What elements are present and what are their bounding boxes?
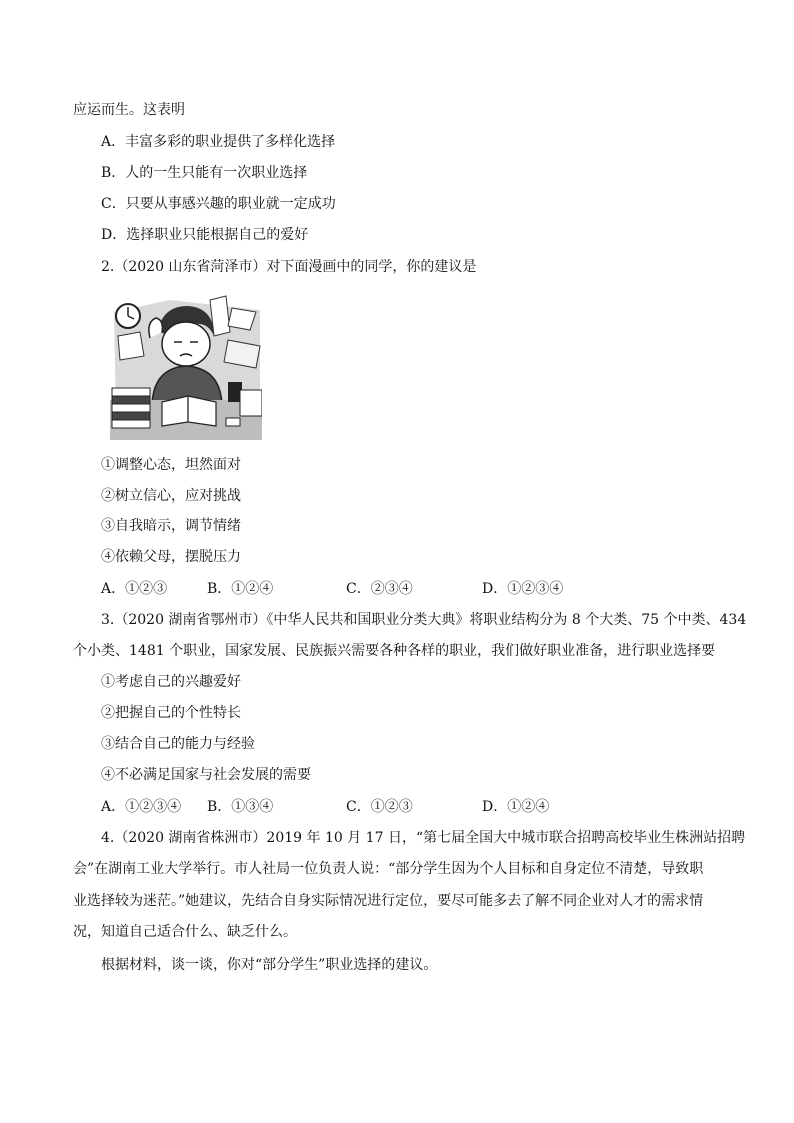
- q2-item-4: ④依赖父母，摆脱压力: [101, 549, 241, 565]
- q2-choice-b: B．①②④: [207, 581, 274, 597]
- q3-stem-line-2: 个小类、1481 个职业，国家发展、民族振兴需要各种各样的职业，我们做好职业准备，进行职业选择要: [73, 643, 716, 659]
- q4-line-4: 况，知道自己适合什么、缺乏什么。: [73, 924, 297, 940]
- q2-item-1: ①调整心态，坦然面对: [101, 457, 241, 473]
- q3-item-2: ②把握自己的个性特长: [101, 705, 241, 721]
- q1-option-b: B．人的一生只能有一次职业选择: [101, 165, 308, 181]
- q2-choice-d: D．①②③④: [482, 581, 564, 597]
- q2-stem: 2.（2020 山东省菏泽市）对下面漫画中的同学，你的建议是: [101, 259, 477, 275]
- q2-choices: [101, 580, 661, 598]
- q1-stem-tail: 应运而生。这表明: [73, 102, 185, 118]
- q4-line-1: 4.（2020 湖南省株洲市）2019 年 10 月 17 日，“第七届全国大中城市联合招聘高校毕业生株洲站招聘: [101, 830, 746, 846]
- q1-option-d: D．选择职业只能根据自己的爱好: [101, 227, 309, 243]
- q2-item-2: ②树立信心，应对挑战: [101, 488, 241, 504]
- q4-question: 根据材料，谈一谈，你对“部分学生”职业选择的建议。: [101, 957, 438, 973]
- q4-line-2: 会”在湖南工业大学举行。市人社局一位负责人说：“部分学生因为个人目标和自身定位不清楚，导致职: [73, 861, 704, 877]
- cartoon-stressed-student-image: [110, 292, 262, 440]
- q3-stem-line-1: 3.（2020 湖南省鄂州市）《中华人民共和国职业分类大典》将职业结构分为 8 个大类、75 个中类、434: [101, 612, 747, 628]
- q2-choice-c: C．②③④: [346, 581, 413, 597]
- q1-option-c: C．只要从事感兴趣的职业就一定成功: [101, 196, 336, 212]
- q2-choice-a: A．①②③: [101, 581, 168, 597]
- q1-option-a: A．丰富多彩的职业提供了多样化选择: [101, 134, 336, 150]
- q4-line-3: 业选择较为迷茫。”她建议，先结合自身实际情况进行定位，要尽可能多去了解不同企业对人才的需求情: [73, 893, 704, 909]
- q3-choice-b: B．①③④: [207, 799, 274, 815]
- q3-item-4: ④不必满足国家与社会发展的需要: [101, 767, 311, 783]
- q2-item-3: ③自我暗示，调节情绪: [101, 518, 241, 534]
- q3-item-3: ③结合自己的能力与经验: [101, 736, 255, 752]
- q3-choice-a: A．①②③④: [101, 799, 182, 815]
- q3-choice-c: C．①②③: [346, 799, 413, 815]
- q3-choice-d: D．①②④: [482, 799, 550, 815]
- q3-item-1: ①考虑自己的兴趣爱好: [101, 674, 241, 690]
- q3-choices: [101, 798, 661, 816]
